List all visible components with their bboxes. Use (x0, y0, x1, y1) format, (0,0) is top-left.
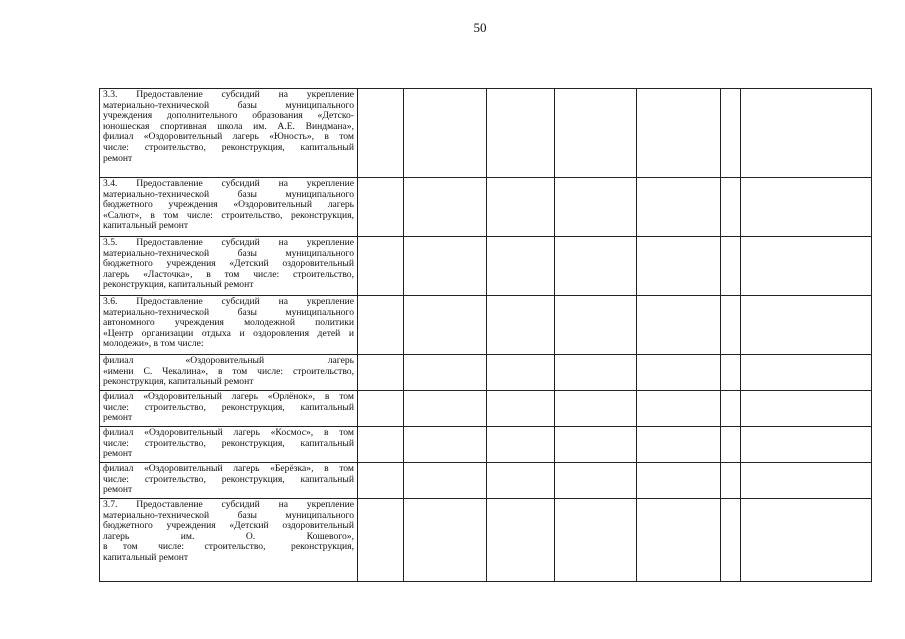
empty-cell (487, 296, 555, 355)
table-row (100, 463, 872, 499)
row-description-line: реконструкция, капитальный ремонт (103, 376, 254, 388)
empty-cell (637, 427, 721, 463)
row-description-line: материально-технической базы муниципального (103, 509, 354, 521)
empty-cell (741, 427, 872, 463)
empty-cell (358, 427, 404, 463)
table-row (100, 355, 872, 391)
empty-cell (487, 427, 555, 463)
empty-cell (555, 463, 637, 499)
empty-cell (487, 178, 555, 237)
empty-cell (741, 296, 872, 355)
row-description-cell (100, 178, 358, 237)
empty-cell (555, 296, 637, 355)
empty-cell (741, 89, 872, 178)
empty-cell (721, 427, 741, 463)
row-description-line: филиал «Оздоровительный лагерь «Орлёнок», в том (103, 391, 354, 402)
empty-cell (404, 427, 487, 463)
empty-cell (721, 237, 741, 296)
row-description-line: филиал «Оздоровительный лагерь «Берёзка», в том (103, 463, 354, 474)
empty-cell (721, 178, 741, 237)
row-description-line: числе: строительство, реконструкция, капитальный (103, 473, 354, 485)
row-description-line: материально-технической базы муниципального (103, 306, 354, 318)
row-description-cell (100, 296, 358, 355)
row-description-line: 3.5. Предоставление субсидий на укрепление (103, 237, 354, 248)
empty-cell (358, 89, 404, 178)
table-row (100, 296, 872, 355)
table-row (100, 499, 872, 582)
empty-cell (741, 499, 872, 582)
row-description-line: филиал «Оздоровительный лагерь «Космос», в том (103, 427, 354, 438)
empty-cell (555, 355, 637, 391)
row-description-line: 3.3. Предоставление субсидий на укрепление (103, 89, 354, 100)
row-description-cell (100, 499, 358, 582)
empty-cell (637, 237, 721, 296)
row-description-line: лагерь «Ласточка», в том числе: строительство, (103, 268, 354, 280)
empty-cell (741, 463, 872, 499)
table-row (100, 89, 872, 178)
empty-cell (555, 427, 637, 463)
row-description-line: 3.6. Предоставление субсидий на укрепление (103, 296, 354, 307)
table-row (100, 237, 872, 296)
empty-cell (741, 355, 872, 391)
empty-cell (358, 237, 404, 296)
empty-cell (637, 296, 721, 355)
empty-cell (637, 499, 721, 582)
row-description-cell (100, 463, 358, 499)
page-number: 50 (473, 20, 487, 35)
empty-cell (555, 499, 637, 582)
empty-cell (404, 89, 487, 178)
row-description-line: юношеская спортивная школа им. А.Е. Виндмана», (103, 120, 354, 132)
empty-cell (721, 463, 741, 499)
row-description-line: числе: строительство, реконструкция, капитальный (103, 141, 354, 153)
budget-table (99, 88, 872, 582)
row-description-line: бюджетного учреждения «Оздоровительный лагерь (103, 199, 354, 211)
empty-cell (487, 237, 555, 296)
row-description-line: учреждения дополнительного образования «Детско- (103, 110, 354, 122)
empty-cell (637, 463, 721, 499)
row-description-line: «имени С. Чекалина», в том числе: строительство, (103, 365, 354, 377)
row-description-line: реконструкция, капитальный ремонт (103, 279, 254, 291)
row-description-line: филиал «Оздоровительный лагерь (103, 355, 354, 366)
empty-cell (358, 296, 404, 355)
empty-cell (741, 237, 872, 296)
row-description-line: материально-технической базы муниципального (103, 188, 354, 200)
empty-cell (358, 355, 404, 391)
row-description-line: автономного учреждения молодежной политики (103, 317, 354, 329)
empty-cell (487, 463, 555, 499)
empty-cell (404, 178, 487, 237)
empty-cell (404, 355, 487, 391)
row-description-line: ремонт (103, 412, 133, 424)
empty-cell (637, 355, 721, 391)
empty-cell (404, 499, 487, 582)
empty-cell (487, 89, 555, 178)
empty-cell (404, 391, 487, 427)
empty-cell (358, 463, 404, 499)
row-description-line: 3.4. Предоставление субсидий на укрепление (103, 178, 354, 189)
row-description-line: числе: строительство, реконструкция, капитальный (103, 401, 354, 413)
table-body (100, 89, 872, 582)
empty-cell (358, 178, 404, 237)
table-row (100, 391, 872, 427)
empty-cell (404, 463, 487, 499)
empty-cell (721, 355, 741, 391)
empty-cell (721, 296, 741, 355)
empty-cell (487, 391, 555, 427)
row-description-line: числе: строительство, реконструкция, капитальный (103, 437, 354, 449)
row-description-line: бюджетного учреждения «Детский оздоровительный (103, 520, 354, 532)
empty-cell (487, 355, 555, 391)
row-description-line: филиал «Оздоровительный лагерь «Юность», в том (103, 131, 354, 143)
empty-cell (637, 391, 721, 427)
empty-cell (555, 237, 637, 296)
empty-cell (555, 391, 637, 427)
empty-cell (637, 89, 721, 178)
row-description-cell (100, 355, 358, 391)
empty-cell (721, 89, 741, 178)
row-description-line: «Центр организации отдыха и оздоровления детей и (103, 327, 354, 339)
empty-cell (487, 499, 555, 582)
row-description-line: материально-технической базы муниципального (103, 247, 354, 259)
row-description-line: ремонт (103, 484, 133, 496)
row-description-cell (100, 237, 358, 296)
row-description-cell (100, 391, 358, 427)
empty-cell (555, 178, 637, 237)
row-description-cell (100, 427, 358, 463)
empty-cell (741, 391, 872, 427)
empty-cell (404, 296, 487, 355)
empty-cell (555, 89, 637, 178)
row-description-line: ремонт (103, 448, 133, 460)
table-row (100, 427, 872, 463)
empty-cell (404, 237, 487, 296)
row-description-line: капитальный ремонт (103, 551, 189, 563)
empty-cell (358, 499, 404, 582)
empty-cell (741, 178, 872, 237)
empty-cell (637, 178, 721, 237)
row-description-line: лагерь им. О. Кошевого», (103, 530, 354, 542)
row-description-line: материально-технической базы муниципального (103, 99, 354, 111)
empty-cell (721, 499, 741, 582)
row-description-line: молодежи», в том числе: (103, 338, 204, 350)
empty-cell (721, 391, 741, 427)
row-description-line: капитальный ремонт (103, 220, 189, 232)
row-description-line: ремонт (103, 152, 133, 164)
row-description-line: бюджетного учреждения «Детский оздоровительный (103, 258, 354, 270)
row-description-cell (100, 89, 358, 178)
empty-cell (358, 391, 404, 427)
row-description-line: в том числе: строительство, реконструкция, (103, 541, 354, 553)
row-description-line: 3.7. Предоставление субсидий на укрепление (103, 499, 354, 510)
table-row (100, 178, 872, 237)
row-description-line: «Салют», в том числе: строительство, реконструкция, (103, 209, 354, 221)
